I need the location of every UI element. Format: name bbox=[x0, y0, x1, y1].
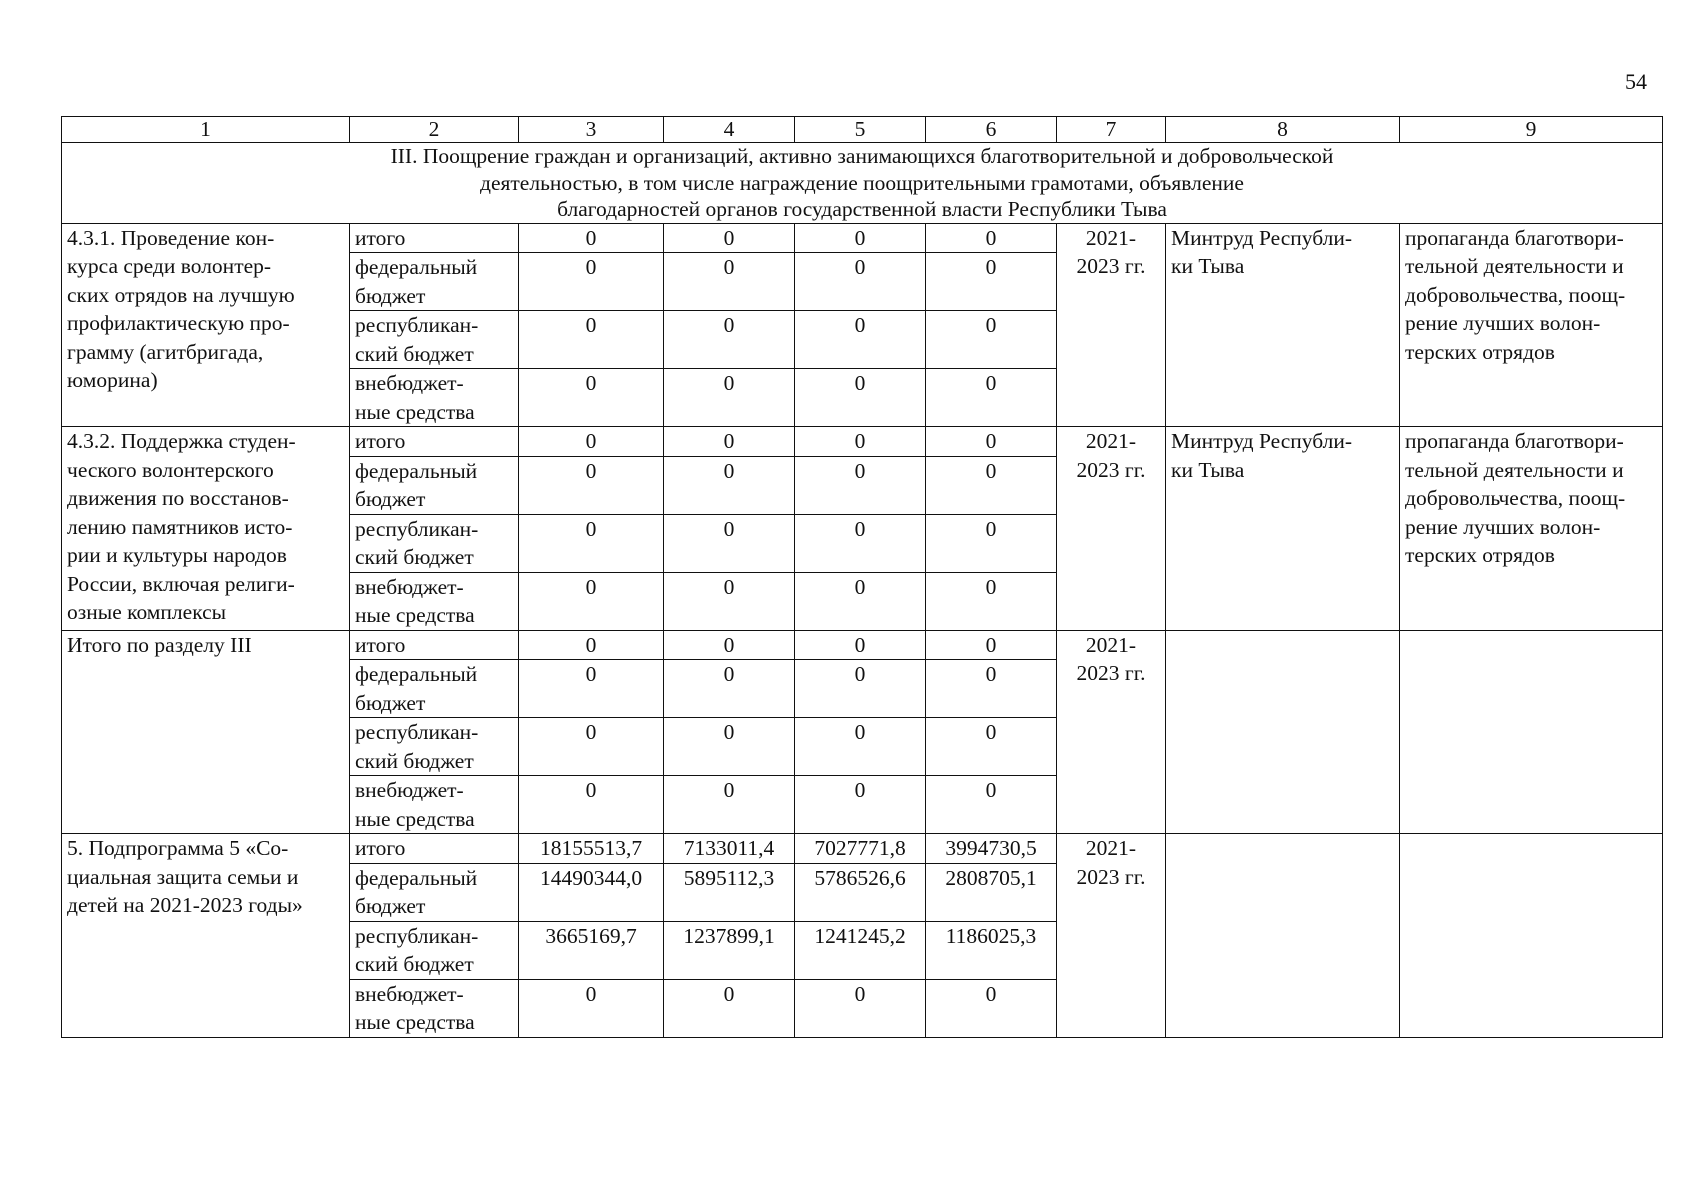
executor-line: ки Тыва bbox=[1171, 457, 1245, 482]
column-number: 6 bbox=[926, 117, 1057, 143]
expected-result bbox=[1400, 834, 1663, 1038]
funding-source bbox=[350, 630, 519, 660]
funding-source-line: федеральный bbox=[355, 865, 478, 890]
period bbox=[1057, 223, 1166, 427]
funding-source-line: внебюджет- bbox=[355, 574, 464, 599]
table-row bbox=[62, 834, 1663, 864]
amount-cell: 0 bbox=[519, 369, 664, 427]
amount-cell: 0 bbox=[795, 456, 926, 514]
period-line: 2023 гг. bbox=[1076, 254, 1146, 278]
amount-cell: 7133011,4 bbox=[664, 834, 795, 864]
amount-cell: 0 bbox=[926, 630, 1057, 660]
funding-source-line: республикан- bbox=[355, 923, 479, 948]
amount-cell: 0 bbox=[795, 660, 926, 718]
amount-cell: 0 bbox=[926, 514, 1057, 572]
amount-cell: 0 bbox=[519, 253, 664, 311]
column-number: 7 bbox=[1057, 117, 1166, 143]
amount-cell: 0 bbox=[926, 427, 1057, 457]
amount-cell: 0 bbox=[926, 456, 1057, 514]
amount-cell: 0 bbox=[519, 514, 664, 572]
amount-cell: 0 bbox=[795, 718, 926, 776]
activity-name-line: рии и культуры народов bbox=[67, 543, 287, 567]
funding-source-line: ные средства bbox=[355, 806, 475, 831]
section-title-line: благодарностей органов государственной власти Республики Тыва bbox=[557, 197, 1167, 221]
amount-cell: 0 bbox=[795, 223, 926, 253]
amount-cell: 0 bbox=[926, 253, 1057, 311]
expected-result-line: добровольчества, поощ- bbox=[1405, 486, 1626, 510]
amount-cell: 0 bbox=[519, 311, 664, 369]
activity-name bbox=[62, 223, 350, 427]
expected-result-line: терских отрядов bbox=[1405, 543, 1555, 567]
funding-source-line: итого bbox=[355, 632, 406, 657]
amount-cell: 0 bbox=[519, 427, 664, 457]
executor-line: ки Тыва bbox=[1171, 254, 1245, 278]
funding-source bbox=[350, 834, 519, 864]
funding-source bbox=[350, 456, 519, 514]
amount-cell: 0 bbox=[664, 456, 795, 514]
executor-line: Минтруд Республи- bbox=[1171, 429, 1353, 453]
funding-source bbox=[350, 718, 519, 776]
funding-source-line: федеральный bbox=[355, 458, 478, 483]
amount-cell: 0 bbox=[664, 427, 795, 457]
amount-cell: 2808705,1 bbox=[926, 863, 1057, 921]
section-title-line: деятельностью, в том числе награждение поощрительными грамотами, объявление bbox=[480, 170, 1244, 195]
amount-cell: 0 bbox=[664, 630, 795, 660]
table-row bbox=[62, 630, 1663, 660]
period bbox=[1057, 834, 1166, 1038]
funding-source bbox=[350, 253, 519, 311]
amount-cell: 0 bbox=[664, 369, 795, 427]
table-row bbox=[62, 427, 1663, 457]
amount-cell: 0 bbox=[519, 979, 664, 1037]
amount-cell: 0 bbox=[664, 979, 795, 1037]
executor bbox=[1166, 223, 1400, 427]
funding-source bbox=[350, 514, 519, 572]
amount-cell: 3665169,7 bbox=[519, 921, 664, 979]
amount-cell: 0 bbox=[926, 572, 1057, 630]
column-number: 3 bbox=[519, 117, 664, 143]
amount-cell: 1241245,2 bbox=[795, 921, 926, 979]
amount-cell: 0 bbox=[519, 456, 664, 514]
amount-cell: 14490344,0 bbox=[519, 863, 664, 921]
amount-cell: 0 bbox=[795, 311, 926, 369]
section-title bbox=[62, 143, 1663, 224]
executor bbox=[1166, 834, 1400, 1038]
activity-name-line: курса среди волонтер- bbox=[67, 254, 272, 278]
funding-source-line: итого bbox=[355, 225, 406, 250]
period-line: 2023 гг. bbox=[1076, 864, 1146, 889]
funding-source-line: ные средства bbox=[355, 1010, 475, 1034]
activity-name-line: ческого волонтерского bbox=[67, 457, 274, 482]
activity-name-line: 4.3.2. Поддержка студен- bbox=[67, 429, 296, 453]
amount-cell: 0 bbox=[795, 572, 926, 630]
amount-cell: 0 bbox=[519, 718, 664, 776]
amount-cell: 0 bbox=[664, 514, 795, 572]
expected-result bbox=[1400, 427, 1663, 631]
expected-result-line: рение лучших волон- bbox=[1405, 514, 1601, 539]
activity-name-line: ских отрядов на лучшую bbox=[67, 282, 295, 307]
amount-cell: 0 bbox=[926, 223, 1057, 253]
funding-source-line: итого bbox=[355, 836, 406, 860]
funding-source-line: внебюджет- bbox=[355, 981, 464, 1006]
executor-line: Минтруд Республи- bbox=[1171, 225, 1353, 250]
activity-name-line: грамму (агитбригада, bbox=[67, 339, 264, 364]
amount-cell: 18155513,7 bbox=[519, 834, 664, 864]
section-title-row bbox=[62, 143, 1663, 224]
activity-name bbox=[62, 630, 350, 834]
period-line: 2021- bbox=[1085, 632, 1137, 657]
amount-cell: 0 bbox=[664, 718, 795, 776]
column-number: 5 bbox=[795, 117, 926, 143]
expected-result-line: добровольчества, поощ- bbox=[1405, 282, 1626, 307]
funding-source-line: республикан- bbox=[355, 313, 479, 337]
amount-cell: 1237899,1 bbox=[664, 921, 795, 979]
amount-cell: 0 bbox=[664, 223, 795, 253]
funding-source bbox=[350, 427, 519, 457]
activity-name-line: озные комплексы bbox=[67, 600, 227, 624]
funding-source-line: республикан- bbox=[355, 720, 479, 744]
amount-cell: 0 bbox=[664, 776, 795, 834]
funding-source-line: ский бюджет bbox=[355, 952, 474, 976]
expected-result bbox=[1400, 223, 1663, 427]
column-number: 8 bbox=[1166, 117, 1400, 143]
budget-table bbox=[61, 116, 1663, 1038]
funding-source bbox=[350, 311, 519, 369]
amount-cell: 0 bbox=[795, 427, 926, 457]
amount-cell: 1186025,3 bbox=[926, 921, 1057, 979]
funding-source bbox=[350, 572, 519, 630]
funding-source-line: бюджет bbox=[355, 283, 426, 308]
expected-result-line: терских отрядов bbox=[1405, 339, 1555, 364]
column-number: 1 bbox=[62, 117, 350, 143]
amount-cell: 0 bbox=[664, 660, 795, 718]
funding-source-line: федеральный bbox=[355, 662, 478, 686]
funding-source-line: внебюджет- bbox=[355, 778, 464, 802]
activity-name bbox=[62, 427, 350, 631]
funding-source bbox=[350, 223, 519, 253]
funding-source-line: итого bbox=[355, 429, 406, 453]
period-line: 2021- bbox=[1085, 225, 1137, 250]
period-line: 2021- bbox=[1085, 836, 1137, 860]
funding-source-line: федеральный bbox=[355, 255, 478, 279]
table-row bbox=[62, 223, 1663, 253]
funding-source bbox=[350, 979, 519, 1037]
amount-cell: 0 bbox=[519, 223, 664, 253]
amount-cell: 3994730,5 bbox=[926, 834, 1057, 864]
amount-cell: 5786526,6 bbox=[795, 863, 926, 921]
amount-cell: 0 bbox=[795, 979, 926, 1037]
section-title-line: III. Поощрение граждан и организаций, активно занимающихся благотворительной и добровольческой bbox=[390, 144, 1334, 168]
amount-cell: 0 bbox=[795, 776, 926, 834]
funding-source-line: ский бюджет bbox=[355, 545, 474, 569]
amount-cell: 0 bbox=[664, 253, 795, 311]
funding-source bbox=[350, 369, 519, 427]
activity-name-line: циальная защита семьи и bbox=[67, 864, 299, 889]
executor bbox=[1166, 630, 1400, 834]
amount-cell: 0 bbox=[664, 572, 795, 630]
expected-result bbox=[1400, 630, 1663, 834]
amount-cell: 0 bbox=[795, 369, 926, 427]
activity-name-line: Итого по разделу III bbox=[67, 632, 252, 657]
activity-name-line: профилактическую про- bbox=[67, 311, 290, 335]
column-number: 9 bbox=[1400, 117, 1663, 143]
funding-source-line: внебюджет- bbox=[355, 371, 464, 395]
expected-result-line: тельной деятельности и bbox=[1405, 254, 1624, 278]
amount-cell: 0 bbox=[926, 718, 1057, 776]
amount-cell: 5895112,3 bbox=[664, 863, 795, 921]
activity-name-line: движения по восстанов- bbox=[67, 486, 289, 510]
period bbox=[1057, 630, 1166, 834]
activity-name-line: лению памятников исто- bbox=[67, 514, 293, 539]
funding-source-line: бюджет bbox=[355, 690, 426, 715]
expected-result-line: рение лучших волон- bbox=[1405, 311, 1601, 335]
amount-cell: 0 bbox=[795, 253, 926, 311]
column-number: 2 bbox=[350, 117, 519, 143]
funding-source-line: республикан- bbox=[355, 516, 479, 541]
amount-cell: 0 bbox=[926, 660, 1057, 718]
amount-cell: 0 bbox=[795, 630, 926, 660]
funding-source-line: ные средства bbox=[355, 399, 475, 424]
funding-source bbox=[350, 776, 519, 834]
amount-cell: 0 bbox=[795, 514, 926, 572]
executor bbox=[1166, 427, 1400, 631]
activity-name-line: детей на 2021-2023 годы» bbox=[67, 893, 303, 917]
amount-cell: 0 bbox=[519, 776, 664, 834]
amount-cell: 0 bbox=[664, 311, 795, 369]
funding-source-line: ский бюджет bbox=[355, 341, 474, 366]
funding-source bbox=[350, 863, 519, 921]
activity-name-line: России, включая религи- bbox=[67, 571, 295, 596]
page-number: 54 bbox=[1625, 69, 1647, 94]
funding-source-line: ский бюджет bbox=[355, 748, 474, 773]
funding-source bbox=[350, 660, 519, 718]
amount-cell: 0 bbox=[519, 660, 664, 718]
period-line: 2023 гг. bbox=[1076, 457, 1146, 482]
amount-cell: 0 bbox=[926, 311, 1057, 369]
funding-source-line: бюджет bbox=[355, 894, 426, 918]
period bbox=[1057, 427, 1166, 631]
expected-result-line: пропаганда благотвори- bbox=[1405, 429, 1624, 453]
funding-source bbox=[350, 921, 519, 979]
amount-cell: 0 bbox=[926, 369, 1057, 427]
activity-name-line: 5. Подпрограмма 5 «Со- bbox=[67, 836, 289, 860]
activity-name bbox=[62, 834, 350, 1038]
expected-result-line: пропаганда благотвори- bbox=[1405, 225, 1624, 250]
column-number-row bbox=[62, 117, 1663, 143]
amount-cell: 0 bbox=[519, 572, 664, 630]
amount-cell: 7027771,8 bbox=[795, 834, 926, 864]
activity-name-line: юморина) bbox=[67, 368, 158, 392]
amount-cell: 0 bbox=[926, 776, 1057, 834]
expected-result-line: тельной деятельности и bbox=[1405, 457, 1624, 482]
period-line: 2023 гг. bbox=[1076, 661, 1146, 685]
period-line: 2021- bbox=[1085, 429, 1137, 453]
activity-name-line: 4.3.1. Проведение кон- bbox=[67, 225, 275, 250]
funding-source-line: бюджет bbox=[355, 487, 426, 511]
funding-source-line: ные средства bbox=[355, 603, 475, 627]
amount-cell: 0 bbox=[926, 979, 1057, 1037]
column-number: 4 bbox=[664, 117, 795, 143]
amount-cell: 0 bbox=[519, 630, 664, 660]
